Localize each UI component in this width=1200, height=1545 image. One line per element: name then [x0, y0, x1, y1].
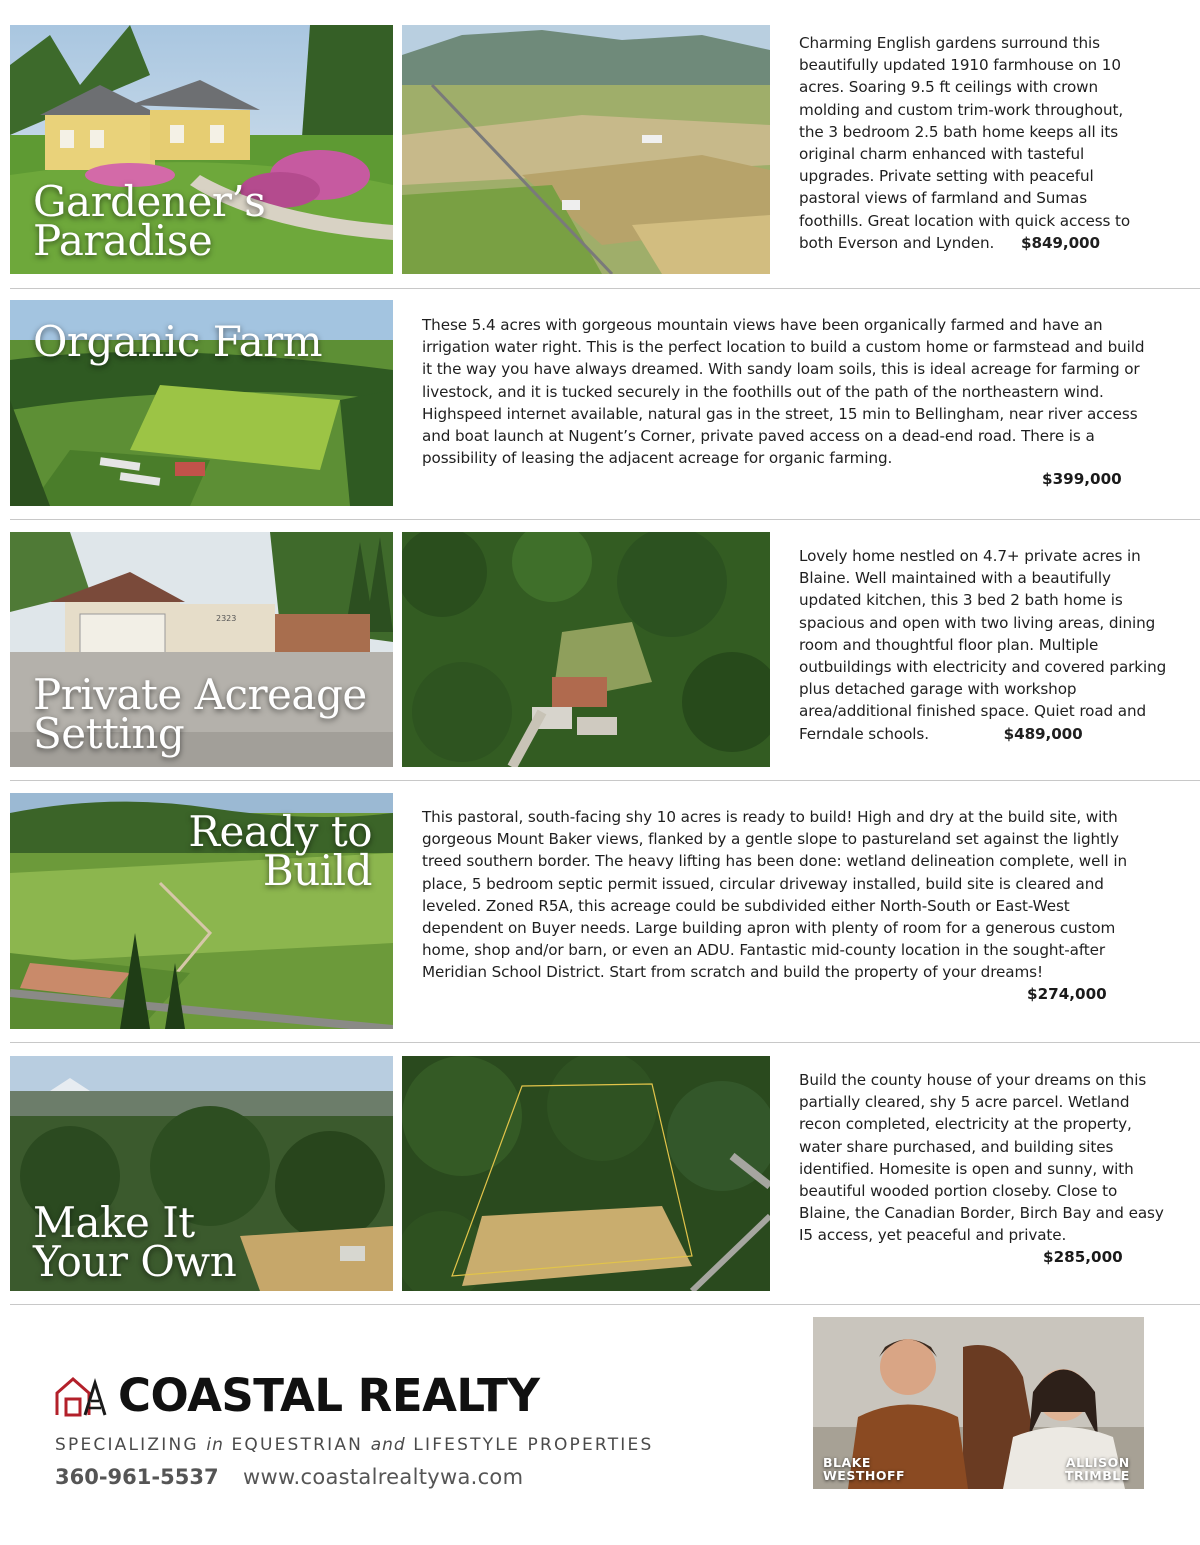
tagline: [55, 1435, 653, 1455]
house-number: 2323: [216, 614, 237, 623]
description-text: Charming English gardens surround this beautifully updated 1910 farmhouse on 10 acres. Soaring 9.5 ft ceilings with crown molding and custom trim-work throughout, the 3 bedroom 2.5 bath home keeps all its original charm enhanced with tasteful upgrades. Private setting with peaceful pastoral views of farmland and Sumas foothills. Great location with quick access to both Everson and Lynden.: [799, 34, 1131, 252]
section-divider: [10, 1304, 1200, 1305]
agent-allison-trimble: [1065, 1456, 1130, 1482]
make-it-your-own-description: [799, 1069, 1169, 1247]
private-acreage-description: [799, 545, 1171, 745]
make-it-your-own-price: $285,000: [1043, 1248, 1123, 1266]
section-divider: [10, 780, 1200, 781]
agent-first-name: BLAKE: [823, 1455, 871, 1470]
title-line: Gardener’s: [33, 177, 266, 226]
title-line: Organic Farm: [33, 317, 323, 366]
tagline-part: LIFESTYLE PROPERTIES: [405, 1435, 654, 1455]
agent-last-name: TRIMBLE: [1065, 1468, 1130, 1483]
description-text: Lovely home nestled on 4.7+ private acres in Blaine. Well maintained with a beautifully updated kitchen, this 3 bed 2 bath home is spacious and open with two living areas, dining room and thoughtful floor plan. Multiple outbuildings with electricity and covered parking plus detached garage with workshop area/additional finished space. Quiet road and Ferndale schools.: [799, 547, 1167, 743]
description-text: These 5.4 acres with gorgeous mountain views have been organically farmed and have an irrigation water right. This is the perfect location to build a custom home or farmstead and build it the way you have always dreamed. With sandy loam soils, this is ideal acreage for farming or livestock, and it is tucked securely in the foothills out of the path of the northeastern wind. Highspeed internet available, natural gas in the street, 15 min to Bellingham, near river access and boat launch at Nugent’s Corner, private paved access on a dead-end road. There is a possibility of leasing the adjacent acreage for organic farming.: [422, 316, 1145, 468]
section-divider: [10, 288, 1200, 289]
title-line: Make It: [33, 1198, 195, 1247]
title-line: Your Own: [33, 1237, 237, 1286]
gardeners-paradise-price: $849,000: [1021, 233, 1100, 252]
title-line: Ready to: [188, 807, 372, 856]
title-line: Paradise: [33, 216, 213, 265]
gardeners-paradise-title: [33, 177, 266, 265]
tagline-part: and: [370, 1435, 406, 1455]
ready-to-build-title: [150, 807, 372, 895]
organic-farm-title: [33, 317, 323, 366]
title-line: Private Acreage: [33, 670, 367, 719]
section-divider: [10, 1042, 1200, 1043]
description-text: This pastoral, south-facing shy 10 acres is ready to build! High and dry at the build site, with gorgeous Mount Baker views, flanked by a gentle slope to pastureland set against the lightly treed southern border. The heavy lifting has been done: wetland delineation complete, well in place, 5 bedroom septic permit issued, circular driveway installed, build site is cleared and leveled. Zoned R5A, this acreage could be subdivided either North-South or East-West dependent on Buyer needs. Large building apron with plenty of room for a generous custom home, shop and/or barn, or even an ADU. Fantastic mid-county location in the sought-after Meridian School District. Start from scratch and build the property of your dreams!: [422, 808, 1127, 982]
organic-farm-price: $399,000: [1042, 470, 1122, 488]
make-it-your-own-title: [33, 1198, 237, 1286]
coastal-realty-logo-icon: [55, 1375, 113, 1417]
agent-blake-westhoff: [823, 1456, 905, 1482]
make-it-your-own-aerial-photo: [402, 1056, 770, 1291]
ready-to-build-description: [422, 806, 1152, 984]
private-acreage-title: [33, 670, 367, 758]
phone-number[interactable]: 360-961-5537: [55, 1465, 219, 1489]
gardeners-paradise-aerial-photo: [402, 25, 770, 274]
title-line: Build: [262, 846, 372, 895]
gardeners-paradise-description: [799, 32, 1149, 254]
private-acreage-aerial-photo: [402, 532, 770, 767]
private-acreage-price: $489,000: [1003, 724, 1083, 743]
website-link[interactable]: www.coastalrealtywa.com: [243, 1465, 524, 1489]
ready-to-build-price: $274,000: [1027, 985, 1107, 1003]
description-text: Build the county house of your dreams on this partially cleared, shy 5 acre parcel. Wetland recon completed, electricity at the property, water share purchased, and building sites identified. Homesite is open and sunny, with beautiful wooded portion closeby. Close to Blaine, the Canadian Border, Birch Bay and easy I5 access, yet peaceful and private.: [799, 1071, 1164, 1245]
tagline-part: in: [206, 1435, 224, 1455]
tagline-part: EQUESTRIAN: [223, 1435, 371, 1455]
title-line: Setting: [33, 709, 185, 758]
agent-first-name: ALLISON: [1065, 1455, 1130, 1470]
brand-name: COASTAL REALTY: [118, 1369, 540, 1422]
tagline-part: SPECIALIZING: [55, 1435, 207, 1455]
section-divider: [10, 519, 1200, 520]
organic-farm-description: [422, 314, 1158, 469]
agent-last-name: WESTHOFF: [823, 1468, 906, 1483]
